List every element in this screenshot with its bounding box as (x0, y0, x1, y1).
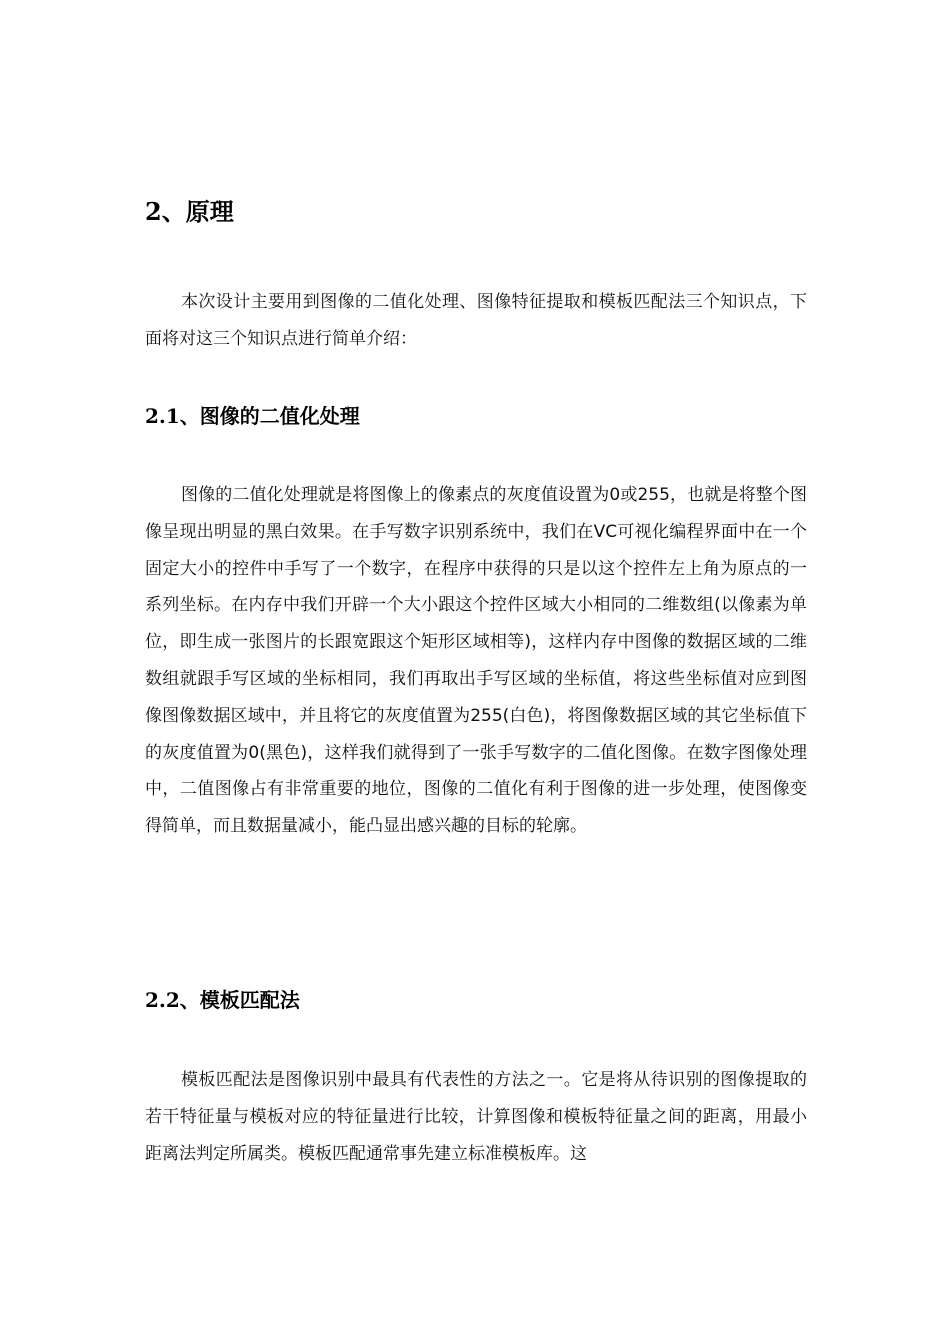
subsection-heading-binarization: 2.1、图像的二值化处理 (145, 404, 360, 428)
section-heading-principle: 2、原理 (145, 197, 234, 226)
subsection-heading-template-matching: 2.2、模板匹配法 (145, 988, 300, 1012)
intro-paragraph: 本次设计主要用到图像的二值化处理、图像特征提取和模板匹配法三个知识点，下面将对这三个知识点进行简单介绍： (145, 292, 807, 349)
template-matching-paragraph: 模板匹配法是图像识别中最具有代表性的方法之一。它是将从待识别的图像提取的若干特征量与模板对应的特征量进行比较，计算图像和模板特征量之间的距离，用最小距离法判定所属类。模板匹配通常事先建立标准模板库。这 (145, 1070, 807, 1164)
binarization-paragraph: 图像的二值化处理就是将图像上的像素点的灰度值设置为0或255，也就是将整个图像呈现出明显的黑白效果。在手写数字识别系统中，我们在VC可视化编程界面中在一个固定大小的控件中手写了一个数字，在程序中获得的只是以这个控件左上角为原点的一系列坐标。在内存中我们开辟一个大小跟这个控件区域大小相同的二维数组(以像素为单位，即生成一张图片的长跟宽跟这个矩形区域相等)，这样内存中图像的数据区域的二维数组就跟手写区域的坐标相同，我们再取出手写区域的坐标值，将这些坐标值对应到图像图像数据区域中，并且将它的灰度值置为255(白色)，将图像数据区域的其它坐标值下的灰度值置为0(黑色)，这样我们就得到了一张手写数字的二值化图像。在数字图像处理中，二值图像占有非常重要的地位，图像的二值化有利于图像的进一步处理，使图像变得简单，而且数据量减小，能凸显出感兴趣的目标的轮廓。 (145, 485, 807, 837)
